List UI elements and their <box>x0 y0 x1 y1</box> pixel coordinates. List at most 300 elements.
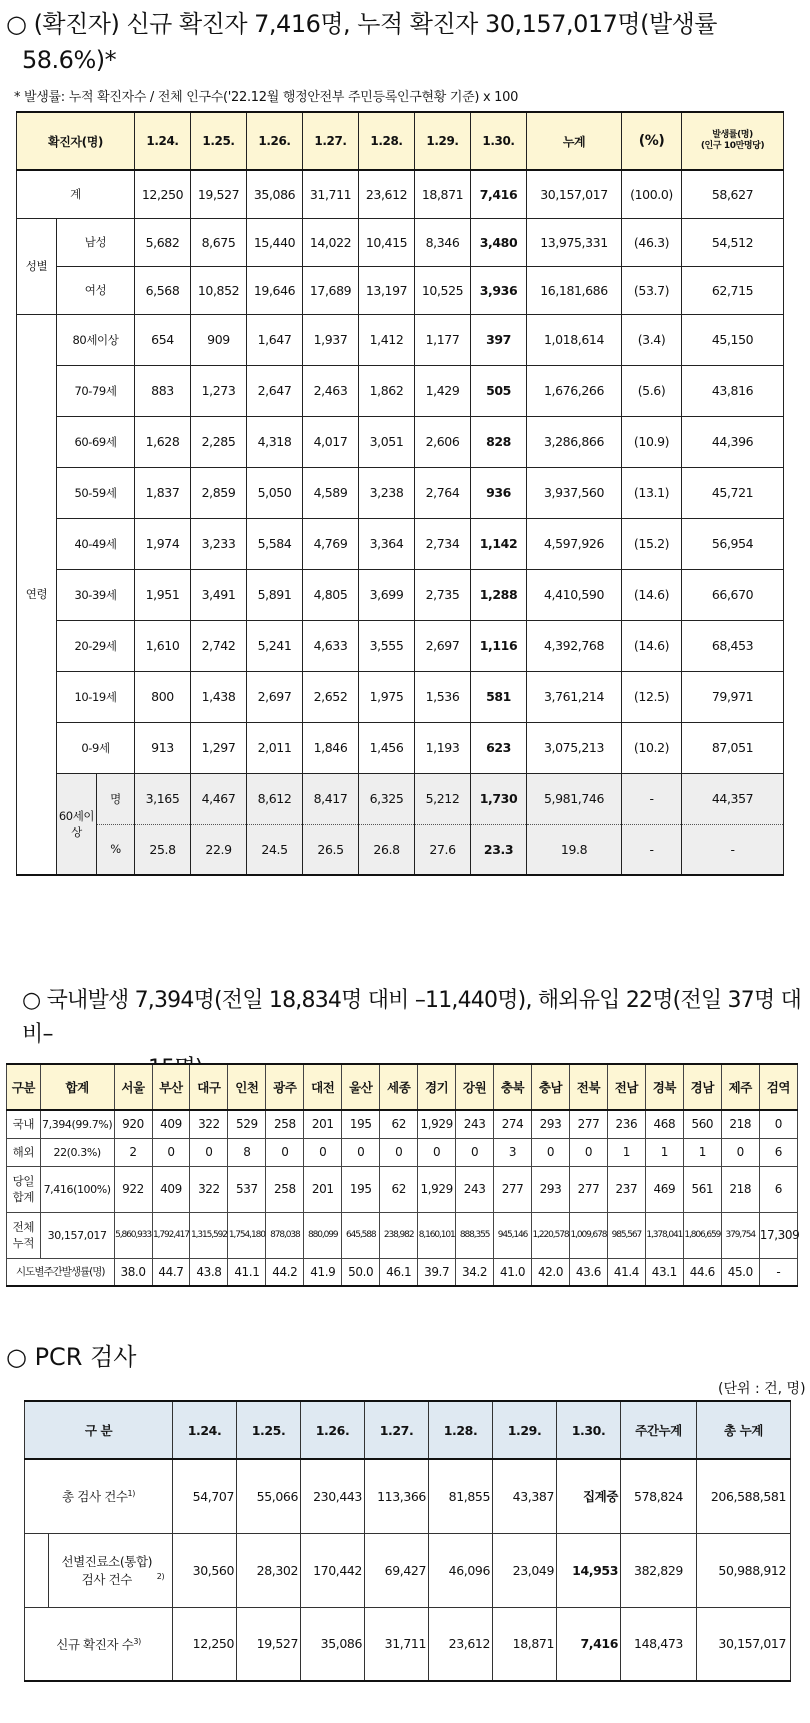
group-label-age: 연령 <box>17 314 57 875</box>
value-cell: 35,086 <box>301 1607 365 1681</box>
table-header-row <box>17 112 784 170</box>
table-row <box>17 620 784 671</box>
row-label <box>25 1607 173 1681</box>
value-cell: (14.6) <box>622 569 682 620</box>
value-cell: 5,981,746 <box>527 773 622 824</box>
row-label: 20-29세 <box>57 620 135 671</box>
value-cell: 3 <box>494 1138 532 1166</box>
value-cell: 985,567 <box>607 1212 645 1258</box>
value-cell: 0 <box>304 1138 342 1166</box>
value-cell: 2,285 <box>191 416 247 467</box>
header-cell: 1.27. <box>365 1401 429 1459</box>
value-cell: 828 <box>471 416 527 467</box>
header-cell: 세종 <box>380 1064 418 1110</box>
value-cell: 56,954 <box>682 518 784 569</box>
row-label <box>25 1459 173 1533</box>
value-cell: - <box>682 824 784 875</box>
header-cell: 대전 <box>304 1064 342 1110</box>
value-cell: 58,627 <box>682 170 784 218</box>
value-cell: 50.0 <box>342 1258 380 1286</box>
value-cell: 277 <box>569 1166 607 1212</box>
table-row <box>17 314 784 365</box>
value-cell: 5,860,933 <box>114 1212 152 1258</box>
header-cell: 확진자(명) <box>17 112 135 170</box>
value-cell: (14.6) <box>622 620 682 671</box>
value-cell: 23,612 <box>359 170 415 218</box>
value-cell: 23.3 <box>471 824 527 875</box>
header-cell: 1.25. <box>237 1401 301 1459</box>
value-cell: 39.7 <box>418 1258 456 1286</box>
value-cell: 4,589 <box>303 467 359 518</box>
value-cell: 1,220,578 <box>532 1212 570 1258</box>
value-cell: 397 <box>471 314 527 365</box>
value-cell: 1,456 <box>359 722 415 773</box>
table-row <box>17 266 784 314</box>
value-cell: 41.9 <box>304 1258 342 1286</box>
value-cell: 41.0 <box>494 1258 532 1286</box>
row-label <box>49 1533 173 1607</box>
value-cell: 382,829 <box>621 1533 697 1607</box>
table-row <box>7 1212 798 1258</box>
value-cell: 14,953 <box>557 1533 621 1607</box>
header-cell: 1.28. <box>429 1401 493 1459</box>
value-cell: 4,392,768 <box>527 620 622 671</box>
table-row <box>17 824 784 875</box>
value-cell: 1,273 <box>191 365 247 416</box>
value-cell: 35,086 <box>247 170 303 218</box>
value-cell: 8,160,101 <box>418 1212 456 1258</box>
value-cell: 0 <box>380 1138 418 1166</box>
value-cell: 258 <box>266 1166 304 1212</box>
value-cell: 322 <box>190 1166 228 1212</box>
row-sublabel: 명 <box>97 773 135 824</box>
header-cell: (%) <box>622 112 682 170</box>
value-cell: 0 <box>266 1138 304 1166</box>
header-cell: 누계 <box>527 112 622 170</box>
value-cell: 집계중 <box>557 1459 621 1533</box>
value-cell: 79,971 <box>682 671 784 722</box>
group-label-gender: 성별 <box>17 218 57 314</box>
table-row <box>17 569 784 620</box>
value-cell: 2,697 <box>247 671 303 722</box>
value-cell: 0 <box>456 1138 494 1166</box>
header-cell: 부산 <box>152 1064 190 1110</box>
value-cell: 170,442 <box>301 1533 365 1607</box>
value-cell: 623 <box>471 722 527 773</box>
value-cell: 1,116 <box>471 620 527 671</box>
section1-title-line2: 58.6%)* <box>22 46 117 74</box>
value-cell: 28,302 <box>237 1533 301 1607</box>
value-cell: 581 <box>471 671 527 722</box>
value-cell: 31,711 <box>303 170 359 218</box>
indent-cell <box>25 1533 49 1607</box>
value-cell: (5.6) <box>622 365 682 416</box>
value-cell: 62 <box>380 1110 418 1138</box>
value-cell: 258 <box>266 1110 304 1138</box>
value-cell: 43.8 <box>190 1258 228 1286</box>
value-cell: 10,525 <box>415 266 471 314</box>
value-cell: 1,288 <box>471 569 527 620</box>
value-cell: 469 <box>645 1166 683 1212</box>
value-cell: 30,560 <box>173 1533 237 1607</box>
value-cell: 1,975 <box>359 671 415 722</box>
value-cell: 1,378,041 <box>645 1212 683 1258</box>
value-cell: 1,177 <box>415 314 471 365</box>
value-cell: 2,647 <box>247 365 303 416</box>
value-cell: 16,181,686 <box>527 266 622 314</box>
value-cell: 7,394(99.7%) <box>40 1110 114 1138</box>
value-cell: 19.8 <box>527 824 622 875</box>
footnote-marker: 3) <box>133 1636 141 1646</box>
row-label: 국내 <box>7 1110 41 1138</box>
value-cell: 44.7 <box>152 1258 190 1286</box>
value-cell: 878,038 <box>266 1212 304 1258</box>
table-header-row <box>7 1064 798 1110</box>
value-cell: 409 <box>152 1166 190 1212</box>
value-cell: 1,937 <box>303 314 359 365</box>
value-cell: 10,852 <box>191 266 247 314</box>
header-cell: 1.24. <box>135 112 191 170</box>
value-cell: 13,197 <box>359 266 415 314</box>
header-cell: 울산 <box>342 1064 380 1110</box>
value-cell: 44,357 <box>682 773 784 824</box>
value-cell: 30,157,017 <box>697 1607 791 1681</box>
table-row <box>17 671 784 722</box>
value-cell: 1 <box>607 1138 645 1166</box>
value-cell: 19,527 <box>191 170 247 218</box>
value-cell: 909 <box>191 314 247 365</box>
row-label: 남성 <box>57 218 135 266</box>
value-cell: 6 <box>759 1166 797 1212</box>
row-label-over60: 60세이상 <box>57 773 97 875</box>
value-cell: 43,816 <box>682 365 784 416</box>
value-cell: 0 <box>152 1138 190 1166</box>
value-cell: 4,769 <box>303 518 359 569</box>
value-cell: 0 <box>721 1138 759 1166</box>
value-cell: 19,646 <box>247 266 303 314</box>
value-cell: 3,937,560 <box>527 467 622 518</box>
value-cell: 2,859 <box>191 467 247 518</box>
value-cell: 3,761,214 <box>527 671 622 722</box>
row-label-text: 신규 확진자 수 <box>56 1636 134 1652</box>
value-cell: 468 <box>645 1110 683 1138</box>
value-cell: 1,951 <box>135 569 191 620</box>
value-cell: 4,410,590 <box>527 569 622 620</box>
header-cell: 1.26. <box>247 112 303 170</box>
value-cell: (53.7) <box>622 266 682 314</box>
value-cell: 883 <box>135 365 191 416</box>
value-cell: 645,588 <box>342 1212 380 1258</box>
value-cell: 22(0.3%) <box>40 1138 114 1166</box>
header-cell: 1.29. <box>415 112 471 170</box>
footnote-marker: 1) <box>127 1489 135 1499</box>
value-cell: (12.5) <box>622 671 682 722</box>
value-cell: 7,416 <box>471 170 527 218</box>
value-cell: 243 <box>456 1110 494 1138</box>
value-cell: 12,250 <box>173 1607 237 1681</box>
value-cell: 4,805 <box>303 569 359 620</box>
header-incidence-line2: (인구 10만명당) <box>700 141 765 151</box>
header-cell-incidence <box>682 112 784 170</box>
value-cell: 8,417 <box>303 773 359 824</box>
value-cell: 277 <box>569 1110 607 1138</box>
value-cell: 243 <box>456 1166 494 1212</box>
value-cell: 1,009,678 <box>569 1212 607 1258</box>
value-cell: 1,018,614 <box>527 314 622 365</box>
header-cell: 1.30. <box>557 1401 621 1459</box>
value-cell: 1,676,266 <box>527 365 622 416</box>
value-cell: 54,512 <box>682 218 784 266</box>
value-cell: 27.6 <box>415 824 471 875</box>
header-cell: 1.26. <box>301 1401 365 1459</box>
header-cell: 경북 <box>645 1064 683 1110</box>
value-cell: 1,297 <box>191 722 247 773</box>
header-cell: 전남 <box>607 1064 645 1110</box>
incidence-note: * 발생률: 누적 확진자수 / 전체 인구수('22.12월 행정안전부 주민등록인구현황 기준) x 100 <box>14 90 519 105</box>
table-row <box>7 1138 798 1166</box>
value-cell: 6 <box>759 1138 797 1166</box>
value-cell: 2,742 <box>191 620 247 671</box>
section2-title-line1: ○ 국내발생 7,394명(전일 18,834명 대비 –11,440명), 해외유입 22명(전일 37명 대비– <box>22 988 802 1047</box>
value-cell: 1,974 <box>135 518 191 569</box>
table-row <box>17 416 784 467</box>
value-cell: 68,453 <box>682 620 784 671</box>
value-cell: 237 <box>607 1166 645 1212</box>
value-cell: (10.9) <box>622 416 682 467</box>
value-cell: 113,366 <box>365 1459 429 1533</box>
value-cell: 3,238 <box>359 467 415 518</box>
header-cell: 충남 <box>532 1064 570 1110</box>
row-label: 당일 합계 <box>7 1166 41 1212</box>
unit-label: (단위 : 건, 명) <box>718 1381 806 1397</box>
header-cell: 광주 <box>266 1064 304 1110</box>
header-cell: 구분 <box>7 1064 41 1110</box>
value-cell: 1,862 <box>359 365 415 416</box>
value-cell: 46,096 <box>429 1533 493 1607</box>
row-label: 80세이상 <box>57 314 135 365</box>
value-cell: 10,415 <box>359 218 415 266</box>
header-cell: 경남 <box>683 1064 721 1110</box>
value-cell: 1,846 <box>303 722 359 773</box>
table-row <box>17 365 784 416</box>
value-cell: 3,480 <box>471 218 527 266</box>
value-cell: 409 <box>152 1110 190 1138</box>
table-row <box>17 773 784 824</box>
value-cell: (100.0) <box>622 170 682 218</box>
value-cell: 38.0 <box>114 1258 152 1286</box>
table-row <box>25 1607 791 1681</box>
value-cell: 293 <box>532 1110 570 1138</box>
header-cell: 1.24. <box>173 1401 237 1459</box>
table-row <box>17 218 784 266</box>
value-cell: 195 <box>342 1166 380 1212</box>
section1-title-line1: ○ (확진자) 신규 확진자 7,416명, 누적 확진자 30,157,017명(발생률 <box>6 10 717 38</box>
value-cell: 3,286,866 <box>527 416 622 467</box>
value-cell: 81,855 <box>429 1459 493 1533</box>
value-cell: 1 <box>645 1138 683 1166</box>
value-cell: 218 <box>721 1110 759 1138</box>
value-cell: 69,427 <box>365 1533 429 1607</box>
header-cell: 총 누계 <box>697 1401 791 1459</box>
value-cell: 3,491 <box>191 569 247 620</box>
header-cell: 대구 <box>190 1064 228 1110</box>
value-cell: 2,606 <box>415 416 471 467</box>
value-cell: 0 <box>569 1138 607 1166</box>
value-cell: 654 <box>135 314 191 365</box>
value-cell: 15,440 <box>247 218 303 266</box>
value-cell: 2,764 <box>415 467 471 518</box>
value-cell: 66,670 <box>682 569 784 620</box>
value-cell: 2,735 <box>415 569 471 620</box>
value-cell: 26.8 <box>359 824 415 875</box>
row-label-text: 선별진료소(통합) 검사 건수 <box>61 1554 153 1587</box>
header-cell: 1.27. <box>303 112 359 170</box>
value-cell: 2,011 <box>247 722 303 773</box>
table-row <box>17 467 784 518</box>
value-cell: 45,721 <box>682 467 784 518</box>
value-cell: - <box>622 773 682 824</box>
table-row <box>17 170 784 218</box>
value-cell: 888,355 <box>456 1212 494 1258</box>
value-cell: 945,146 <box>494 1212 532 1258</box>
value-cell: 1,730 <box>471 773 527 824</box>
value-cell: 561 <box>683 1166 721 1212</box>
header-cell: 1.29. <box>493 1401 557 1459</box>
row-label: 30-39세 <box>57 569 135 620</box>
value-cell: 1 <box>683 1138 721 1166</box>
value-cell: 13,975,331 <box>527 218 622 266</box>
header-cell: 주간누계 <box>621 1401 697 1459</box>
value-cell: 12,250 <box>135 170 191 218</box>
header-cell: 강원 <box>456 1064 494 1110</box>
value-cell: 277 <box>494 1166 532 1212</box>
value-cell: 31,711 <box>365 1607 429 1681</box>
value-cell: 578,824 <box>621 1459 697 1533</box>
value-cell: 0 <box>342 1138 380 1166</box>
value-cell: 800 <box>135 671 191 722</box>
value-cell: 1,929 <box>418 1110 456 1138</box>
value-cell: 3,051 <box>359 416 415 467</box>
value-cell: 2,463 <box>303 365 359 416</box>
value-cell: 3,075,213 <box>527 722 622 773</box>
value-cell: 1,647 <box>247 314 303 365</box>
value-cell: 2,652 <box>303 671 359 722</box>
value-cell: 322 <box>190 1110 228 1138</box>
row-label: 70-79세 <box>57 365 135 416</box>
value-cell: 8,675 <box>191 218 247 266</box>
value-cell: (10.2) <box>622 722 682 773</box>
header-cell: 서울 <box>114 1064 152 1110</box>
value-cell: 5,682 <box>135 218 191 266</box>
value-cell: 4,633 <box>303 620 359 671</box>
value-cell: 913 <box>135 722 191 773</box>
value-cell: 62,715 <box>682 266 784 314</box>
value-cell: 148,473 <box>621 1607 697 1681</box>
value-cell: 7,416 <box>557 1607 621 1681</box>
value-cell: 25.8 <box>135 824 191 875</box>
row-label: 10-19세 <box>57 671 135 722</box>
value-cell: 5,050 <box>247 467 303 518</box>
value-cell: (46.3) <box>622 218 682 266</box>
value-cell: 43.1 <box>645 1258 683 1286</box>
row-label: 0-9세 <box>57 722 135 773</box>
header-cell: 검역 <box>759 1064 797 1110</box>
value-cell: 2,697 <box>415 620 471 671</box>
table-row <box>25 1459 791 1533</box>
value-cell: 529 <box>228 1110 266 1138</box>
value-cell: 1,806,659 <box>683 1212 721 1258</box>
footnote-marker: 2) <box>156 1571 165 1581</box>
value-cell: 4,017 <box>303 416 359 467</box>
value-cell: 195 <box>342 1110 380 1138</box>
value-cell: 18,871 <box>493 1607 557 1681</box>
value-cell: 201 <box>304 1166 342 1212</box>
value-cell: 3,364 <box>359 518 415 569</box>
table-header-row <box>25 1401 791 1459</box>
value-cell: 30,157,017 <box>40 1212 114 1258</box>
value-cell: 55,066 <box>237 1459 301 1533</box>
section1-title <box>6 6 806 78</box>
value-cell: 0 <box>532 1138 570 1166</box>
header-cell: 경기 <box>418 1064 456 1110</box>
value-cell: 8,346 <box>415 218 471 266</box>
value-cell: 1,929 <box>418 1166 456 1212</box>
table-row <box>17 722 784 773</box>
value-cell: 17,309 <box>759 1212 797 1258</box>
value-cell: 23,049 <box>493 1533 557 1607</box>
value-cell: 505 <box>471 365 527 416</box>
value-cell: 274 <box>494 1110 532 1138</box>
value-cell: 1,628 <box>135 416 191 467</box>
table-row <box>17 518 784 569</box>
value-cell: 44,396 <box>682 416 784 467</box>
row-label: 60-69세 <box>57 416 135 467</box>
value-cell: 45,150 <box>682 314 784 365</box>
value-cell: 44.2 <box>266 1258 304 1286</box>
value-cell: 43,387 <box>493 1459 557 1533</box>
header-incidence-line1: 발생률(명) <box>712 130 753 140</box>
value-cell: 42.0 <box>532 1258 570 1286</box>
header-cell: 1.30. <box>471 112 527 170</box>
value-cell: 379,754 <box>721 1212 759 1258</box>
header-cell: 합계 <box>40 1064 114 1110</box>
header-cell: 1.25. <box>191 112 247 170</box>
value-cell: 7,416(100%) <box>40 1166 114 1212</box>
value-cell: 45.0 <box>721 1258 759 1286</box>
value-cell: 1,315,592 <box>190 1212 228 1258</box>
table-row <box>7 1166 798 1212</box>
value-cell: 936 <box>471 467 527 518</box>
value-cell: 218 <box>721 1166 759 1212</box>
value-cell: 0 <box>190 1138 228 1166</box>
value-cell: 19,527 <box>237 1607 301 1681</box>
value-cell: 43.6 <box>569 1258 607 1286</box>
value-cell: 3,233 <box>191 518 247 569</box>
value-cell: 1,610 <box>135 620 191 671</box>
value-cell: 1,837 <box>135 467 191 518</box>
row-label: 50-59세 <box>57 467 135 518</box>
value-cell: (15.2) <box>622 518 682 569</box>
confirmed-cases-table <box>16 111 784 876</box>
value-cell: 5,241 <box>247 620 303 671</box>
value-cell: 1,193 <box>415 722 471 773</box>
value-cell: 4,597,926 <box>527 518 622 569</box>
row-label: 40-49세 <box>57 518 135 569</box>
value-cell: 1,536 <box>415 671 471 722</box>
value-cell: - <box>759 1258 797 1286</box>
value-cell: 238,982 <box>380 1212 418 1258</box>
value-cell: 1,142 <box>471 518 527 569</box>
